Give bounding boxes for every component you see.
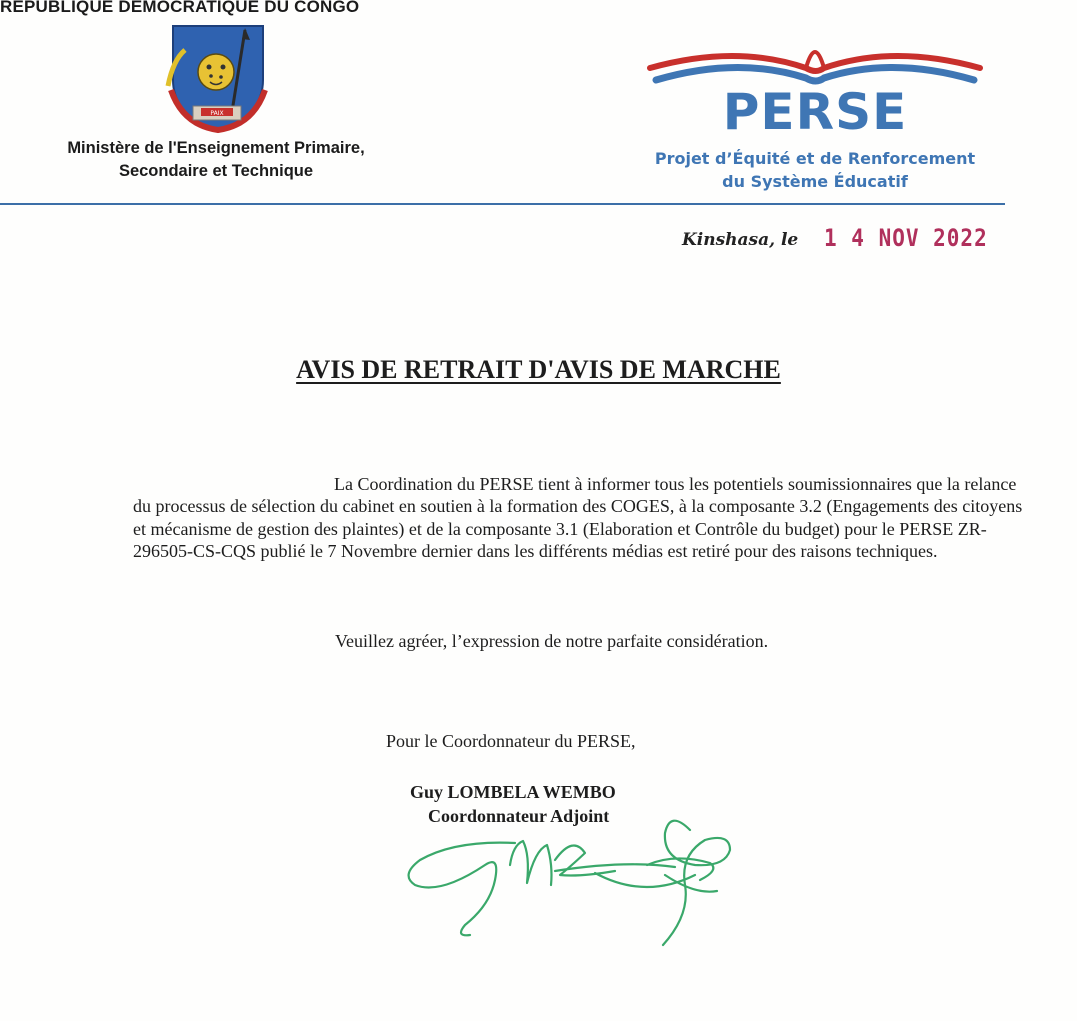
- closing-formula: Veuillez agréer, l’expression de notre parfaite considération.: [335, 631, 769, 651]
- perse-logo: [620, 38, 1010, 198]
- signer-title: Coordonnateur Adjoint: [428, 806, 610, 826]
- signature-for-label: Pour le Coordonnateur du PERSE,: [386, 731, 636, 751]
- perse-wordmark: PERSE: [722, 83, 908, 141]
- handwritten-signature-icon: [395, 805, 765, 955]
- date-stamp: 1 4 NOV 2022: [824, 224, 988, 252]
- perse-subtitle: [620, 147, 1010, 193]
- coat-motto: PAIX: [210, 110, 224, 117]
- date-label: Kinshasa, le: [682, 230, 799, 250]
- notice-body: [133, 473, 1023, 562]
- ministry-line-2: Secondaire et Technique: [118, 162, 314, 180]
- perse-subtitle-line-1: Projet d’Équité et de Renforcement: [654, 149, 976, 168]
- ministry-line-1: Ministère de l'Enseignement Primaire,: [67, 139, 365, 157]
- ministry-name: [20, 137, 412, 183]
- notice-paragraph: La Coordination du PERSE tient à informer tous les potentiels soumissionnaires que la relance du processus de sélection du cabinet en soutien à la formation des COGES, à la composante 3.2 (Engagements des citoyens et mécanisme de gestion des plaintes) et de la composante 3.1 (Elaboration et Contrôle du budget) pour le PERSE ZR-296505-CS-CQS publié le 7 Novembre dernier dans les différents médias est retiré pour des raisons techniques.: [133, 474, 1023, 561]
- notice-title: [0, 355, 1077, 385]
- perse-subtitle-line-2: du Système Éducatif: [722, 172, 908, 191]
- notice-title-text: AVIS DE RETRAIT D'AVIS DE MARCHE: [296, 355, 781, 384]
- header-divider: [0, 203, 1005, 205]
- country-name: REPUBLIQUE DEMOCRATIQUE DU CONGO: [0, 0, 360, 16]
- coat-of-arms-icon: [163, 20, 273, 138]
- signer-name: Guy LOMBELA WEMBO: [410, 782, 616, 802]
